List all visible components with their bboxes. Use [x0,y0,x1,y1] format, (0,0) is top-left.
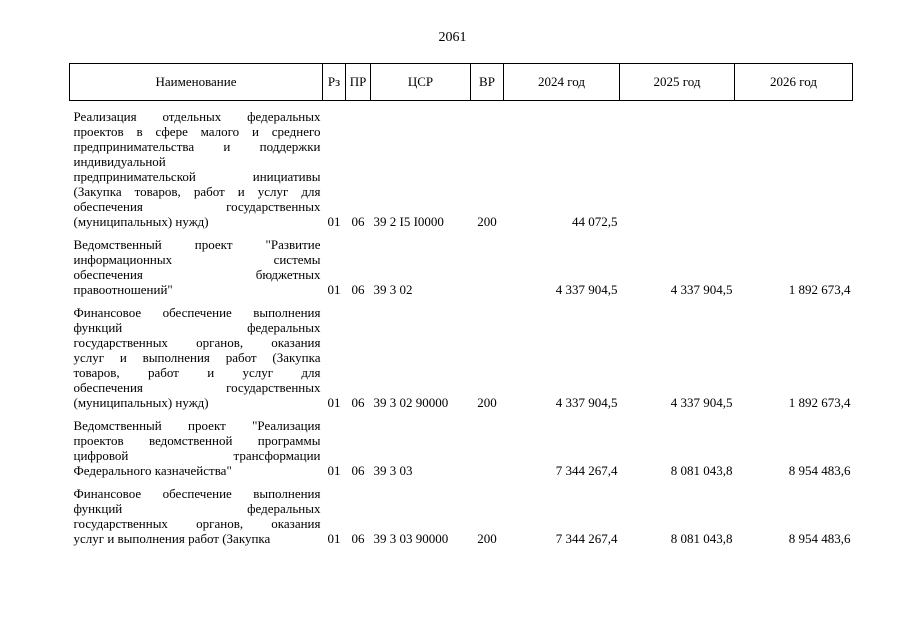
row-name-line: проектов в сфере малого и среднего [73,124,321,139]
row-pr: 06 [351,463,365,478]
row-pr: 06 [351,531,365,546]
row-name-line: функций федеральных [73,320,321,335]
row-name-line: товаров, работ и услуг для [73,365,321,380]
row-value-2026: 8 954 483,6 [788,463,851,478]
row-value-2026: 8 954 483,6 [788,531,851,546]
row-rz: 01 [327,531,341,546]
table-body [70,101,853,547]
row-vr: 200 [477,531,497,546]
row-name-line: Реализация отдельных федеральных [73,109,321,124]
row-value-2025: 8 081 043,8 [670,531,733,546]
row-name-line: (Закупка товаров, работ и услуг для [73,184,321,199]
row-name-line: Финансовое обеспечение выполнения [73,305,321,320]
header-csr: ЦСР [371,64,471,101]
table-row [70,229,853,297]
header-2025: 2025 год [620,64,735,101]
row-vr: 200 [477,395,497,410]
row-name-line: Финансовое обеспечение выполнения [73,486,321,501]
table-row [70,410,853,478]
row-csr: 39 3 02 90000 [373,395,449,410]
row-name-line: (муниципальных) нужд) [73,395,209,410]
row-name-line: обеспечения государственных [73,199,321,214]
row-value-2025: 4 337 904,5 [670,395,733,410]
row-csr: 39 3 02 [373,282,413,297]
row-pr: 06 [351,282,365,297]
page-number: 2061 [438,30,467,45]
row-rz: 01 [327,463,341,478]
row-name [70,478,323,546]
row-name-line: предпринимательства и поддержки [73,139,321,154]
row-name-line: услуг и выполнения работ (Закупка [73,350,321,365]
row-value-2025 [620,101,735,230]
row-name-line: Ведомственный проект "Развитие [73,237,321,252]
header-rz: Рз [323,64,346,101]
row-name [70,297,323,410]
row-csr: 39 2 I5 I0000 [373,214,444,229]
header-pr: ПР [346,64,371,101]
row-name-line: обеспечения бюджетных [73,267,321,282]
row-value-2025: 4 337 904,5 [670,282,733,297]
row-pr: 06 [351,214,365,229]
row-name-line: функций федеральных [73,501,321,516]
row-name [70,410,323,478]
row-name-line: цифровой трансформации [73,448,321,463]
row-value-2025: 8 081 043,8 [670,463,733,478]
row-vr: 200 [477,214,497,229]
row-csr: 39 3 03 90000 [373,531,449,546]
row-name-line: проектов ведомственной программы [73,433,321,448]
row-name-line: правоотношений" [73,282,173,297]
row-name-line: информационных системы [73,252,321,267]
table-row [70,297,853,410]
row-name-line: государственных органов, оказания [73,516,321,531]
row-name-line: (муниципальных) нужд) [73,214,209,229]
row-name [70,101,323,230]
row-name-line: предпринимательской инициативы [73,169,321,184]
row-name-line: государственных органов, оказания [73,335,321,350]
row-name-line: индивидуальной [73,154,166,169]
row-value-2026 [735,101,853,230]
table-row [70,478,853,546]
row-csr: 39 3 03 [373,463,413,478]
row-name-line: Ведомственный проект "Реализация [73,418,321,433]
row-value-2024: 7 344 267,4 [555,463,618,478]
row-value-2026: 1 892 673,4 [788,395,851,410]
header-2026: 2026 год [735,64,853,101]
row-vr [471,229,504,297]
row-value-2026: 1 892 673,4 [788,282,851,297]
row-name-line: услуг и выполнения работ (Закупка [73,531,271,546]
row-rz: 01 [327,214,341,229]
row-rz: 01 [327,395,341,410]
header-row [70,64,853,101]
row-rz: 01 [327,282,341,297]
row-name-line: Федерального казначейства" [73,463,232,478]
budget-table [69,63,853,546]
row-value-2024: 7 344 267,4 [555,531,618,546]
row-vr [471,410,504,478]
row-value-2024: 4 337 904,5 [555,282,618,297]
table-row [70,101,853,230]
row-value-2024: 44 072,5 [572,214,618,229]
row-pr: 06 [351,395,365,410]
header-name: Наименование [70,64,323,101]
row-value-2024: 4 337 904,5 [555,395,618,410]
row-name [70,229,323,297]
header-vr: ВР [471,64,504,101]
row-name-line: обеспечения государственных [73,380,321,395]
header-2024: 2024 год [504,64,620,101]
